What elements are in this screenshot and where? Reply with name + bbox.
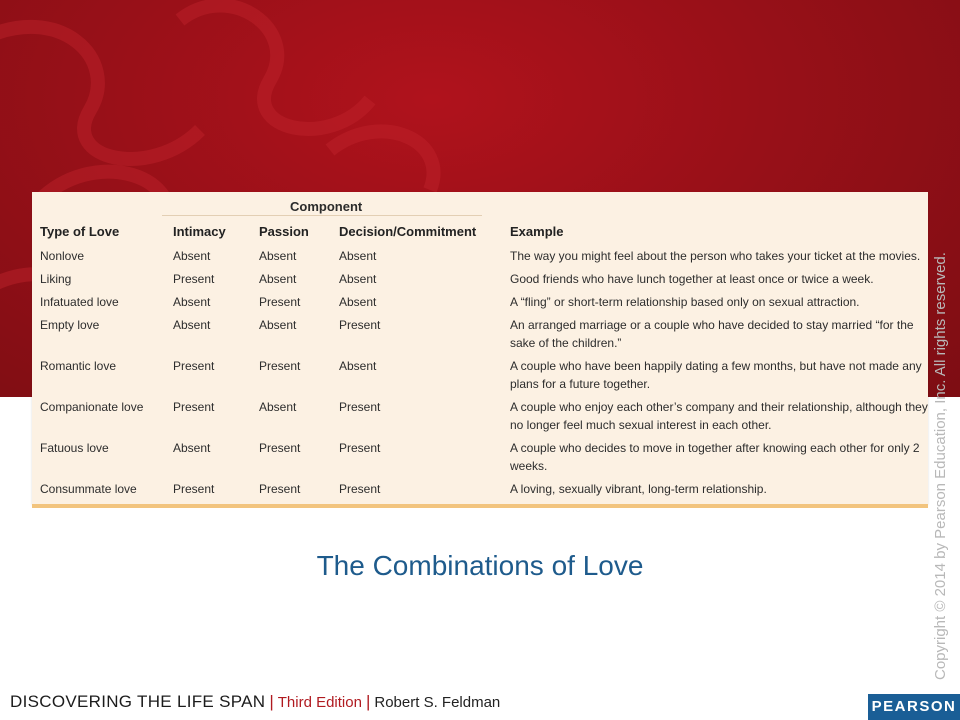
table-cell: Consummate love bbox=[40, 482, 137, 496]
table-cell: Present bbox=[259, 295, 301, 309]
table-cell: Absent bbox=[173, 295, 211, 309]
table-cell: Infatuated love bbox=[40, 295, 119, 309]
column-header: Intimacy bbox=[173, 224, 226, 239]
table-cell: Absent bbox=[173, 249, 211, 263]
table-row bbox=[32, 244, 928, 267]
table-cell: Present bbox=[259, 482, 301, 496]
table-cell: Absent bbox=[259, 272, 297, 286]
table-cell: Fatuous love bbox=[40, 441, 109, 455]
column-header: Example bbox=[510, 224, 564, 239]
column-header: Type of Love bbox=[40, 224, 120, 239]
table-row bbox=[32, 436, 928, 477]
table-row bbox=[32, 290, 928, 313]
footer-separator: | bbox=[365, 692, 371, 711]
table-cell: Absent bbox=[339, 359, 377, 373]
table-row bbox=[32, 267, 928, 290]
footer-separator: | bbox=[269, 692, 274, 711]
table-row bbox=[32, 395, 928, 436]
footer-book-title bbox=[10, 692, 500, 713]
table-row bbox=[32, 477, 928, 500]
pearson-logo: PEARSON bbox=[868, 694, 960, 720]
table-cell: Absent bbox=[173, 441, 211, 455]
column-header: Passion bbox=[259, 224, 309, 239]
book-edition: Third Edition bbox=[277, 694, 362, 711]
table-row bbox=[32, 354, 928, 395]
table-cell: A couple who enjoy each other’s company and their relationship, although they no longer feel much sexual interest in each other. bbox=[510, 400, 928, 432]
table-cell: Present bbox=[259, 359, 301, 373]
table-row bbox=[32, 313, 928, 354]
table-cell: Present bbox=[339, 318, 381, 332]
table-cell: Empty love bbox=[40, 318, 100, 332]
table-cell: Present bbox=[259, 441, 301, 455]
table-cell: Companionate love bbox=[40, 400, 144, 414]
table-bottom-rule bbox=[32, 504, 928, 508]
copyright-notice: Copyright © 2014 by Pearson Education, Inc. All rights reserved. bbox=[932, 252, 949, 680]
table-cell: Absent bbox=[173, 318, 211, 332]
table-cell: Absent bbox=[339, 272, 377, 286]
slide-caption: The Combinations of Love bbox=[316, 550, 644, 581]
love-types-table bbox=[32, 218, 928, 500]
table-cell: A couple who decides to move in together after knowing each other for only 2 weeks. bbox=[510, 441, 920, 473]
table-cell: A loving, sexually vibrant, long-term relationship. bbox=[510, 482, 767, 496]
table-cell: The way you might feel about the person who takes your ticket at the movies. bbox=[510, 249, 921, 263]
component-group-header: Component bbox=[290, 199, 363, 214]
table-cell: Liking bbox=[40, 272, 72, 286]
table-cell: Absent bbox=[259, 249, 297, 263]
table-cell: A “fling” or short-term relationship based only on sexual attraction. bbox=[510, 295, 860, 309]
table-cell: Nonlove bbox=[40, 249, 85, 263]
table-cell: Absent bbox=[339, 249, 377, 263]
table-cell: Absent bbox=[259, 400, 297, 414]
table-header-row bbox=[32, 218, 928, 244]
book-author: Robert S. Feldman bbox=[374, 694, 501, 711]
table-cell: Absent bbox=[339, 295, 377, 309]
table-cell: Good friends who have lunch together at least once or twice a week. bbox=[510, 272, 874, 286]
column-header: Decision/Commitment bbox=[339, 224, 477, 239]
table-cell: An arranged marriage or a couple who have decided to stay married “for the sake of the children.” bbox=[510, 318, 914, 350]
table-cell: A couple who have been happily dating a few months, but have not made any plans for a future together. bbox=[510, 359, 922, 391]
table-cell: Present bbox=[173, 482, 215, 496]
love-types-table-card bbox=[32, 192, 928, 504]
header-divider bbox=[162, 215, 482, 216]
table-cell: Present bbox=[173, 400, 215, 414]
table-cell: Present bbox=[339, 441, 381, 455]
book-title: DISCOVERING THE LIFE SPAN bbox=[10, 692, 266, 711]
table-cell: Present bbox=[339, 400, 381, 414]
table-cell: Present bbox=[173, 272, 215, 286]
table-cell: Romantic love bbox=[40, 359, 117, 373]
table-cell: Present bbox=[339, 482, 381, 496]
table-cell: Absent bbox=[259, 318, 297, 332]
table-cell: Present bbox=[173, 359, 215, 373]
